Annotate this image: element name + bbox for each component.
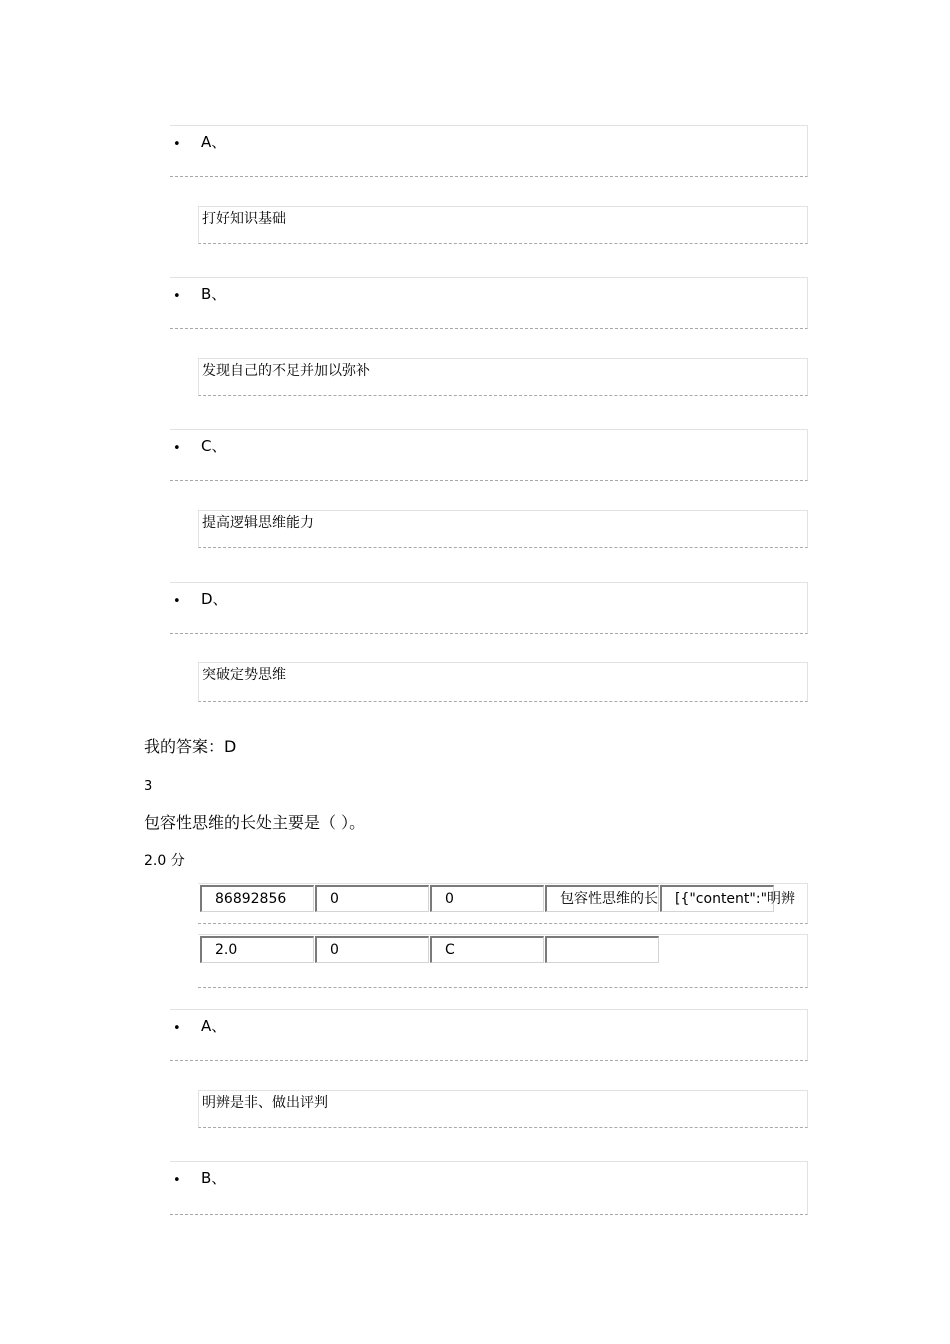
bullet-icon: • — [173, 289, 181, 304]
option-text: 突破定势思维 — [202, 667, 286, 683]
option-letter: D、 — [201, 590, 228, 608]
option-letter: B、 — [201, 285, 227, 303]
option-d-text-box — [198, 662, 808, 702]
option-letter: A、 — [201, 1017, 227, 1035]
hidden-fields-row-2 — [198, 934, 808, 988]
bullet-icon: • — [173, 1021, 181, 1036]
option-a-text-box — [198, 206, 808, 244]
option-text: 打好知识基础 — [202, 211, 286, 227]
field-value[interactable]: 0 — [315, 885, 429, 912]
bullet-icon: • — [173, 137, 181, 152]
option-text: 提高逻辑思维能力 — [202, 515, 314, 531]
option-b-text-box — [198, 358, 808, 396]
option-letter: B、 — [201, 1169, 227, 1187]
option-b-row[interactable] — [170, 1161, 808, 1215]
option-letter: C、 — [201, 437, 227, 455]
question-score: 2.0 分 — [144, 853, 185, 869]
field-score[interactable]: 2.0 — [200, 936, 314, 963]
bullet-icon: • — [173, 594, 181, 609]
bullet-icon: • — [173, 1173, 181, 1188]
option-text: 明辨是非、做出评判 — [202, 1095, 328, 1111]
field-value[interactable]: 0 — [315, 936, 429, 963]
question-number: 3 — [144, 779, 153, 794]
option-a-text-box — [198, 1090, 808, 1128]
bullet-icon: • — [173, 441, 181, 456]
option-c-text-box — [198, 510, 808, 548]
option-d-row[interactable] — [170, 582, 808, 634]
option-b-row[interactable] — [170, 277, 808, 329]
option-a-row[interactable] — [170, 125, 808, 177]
field-answer[interactable]: C — [430, 936, 544, 963]
field-question[interactable]: 包容性思维的长 — [545, 885, 659, 912]
option-c-row[interactable] — [170, 429, 808, 481]
field-content[interactable]: [{"content":"明辨 — [660, 885, 774, 912]
option-letter: A、 — [201, 133, 227, 151]
hidden-fields-row-1 — [198, 883, 808, 924]
option-a-row[interactable] — [170, 1009, 808, 1061]
my-answer: 我的答案：D — [144, 737, 237, 756]
option-text: 发现自己的不足并加以弥补 — [202, 363, 370, 379]
field-value[interactable]: 0 — [430, 885, 544, 912]
field-id[interactable]: 86892856 — [200, 885, 314, 912]
field-empty[interactable] — [545, 936, 659, 963]
question-text: 包容性思维的长处主要是（ ）。 — [144, 813, 366, 832]
